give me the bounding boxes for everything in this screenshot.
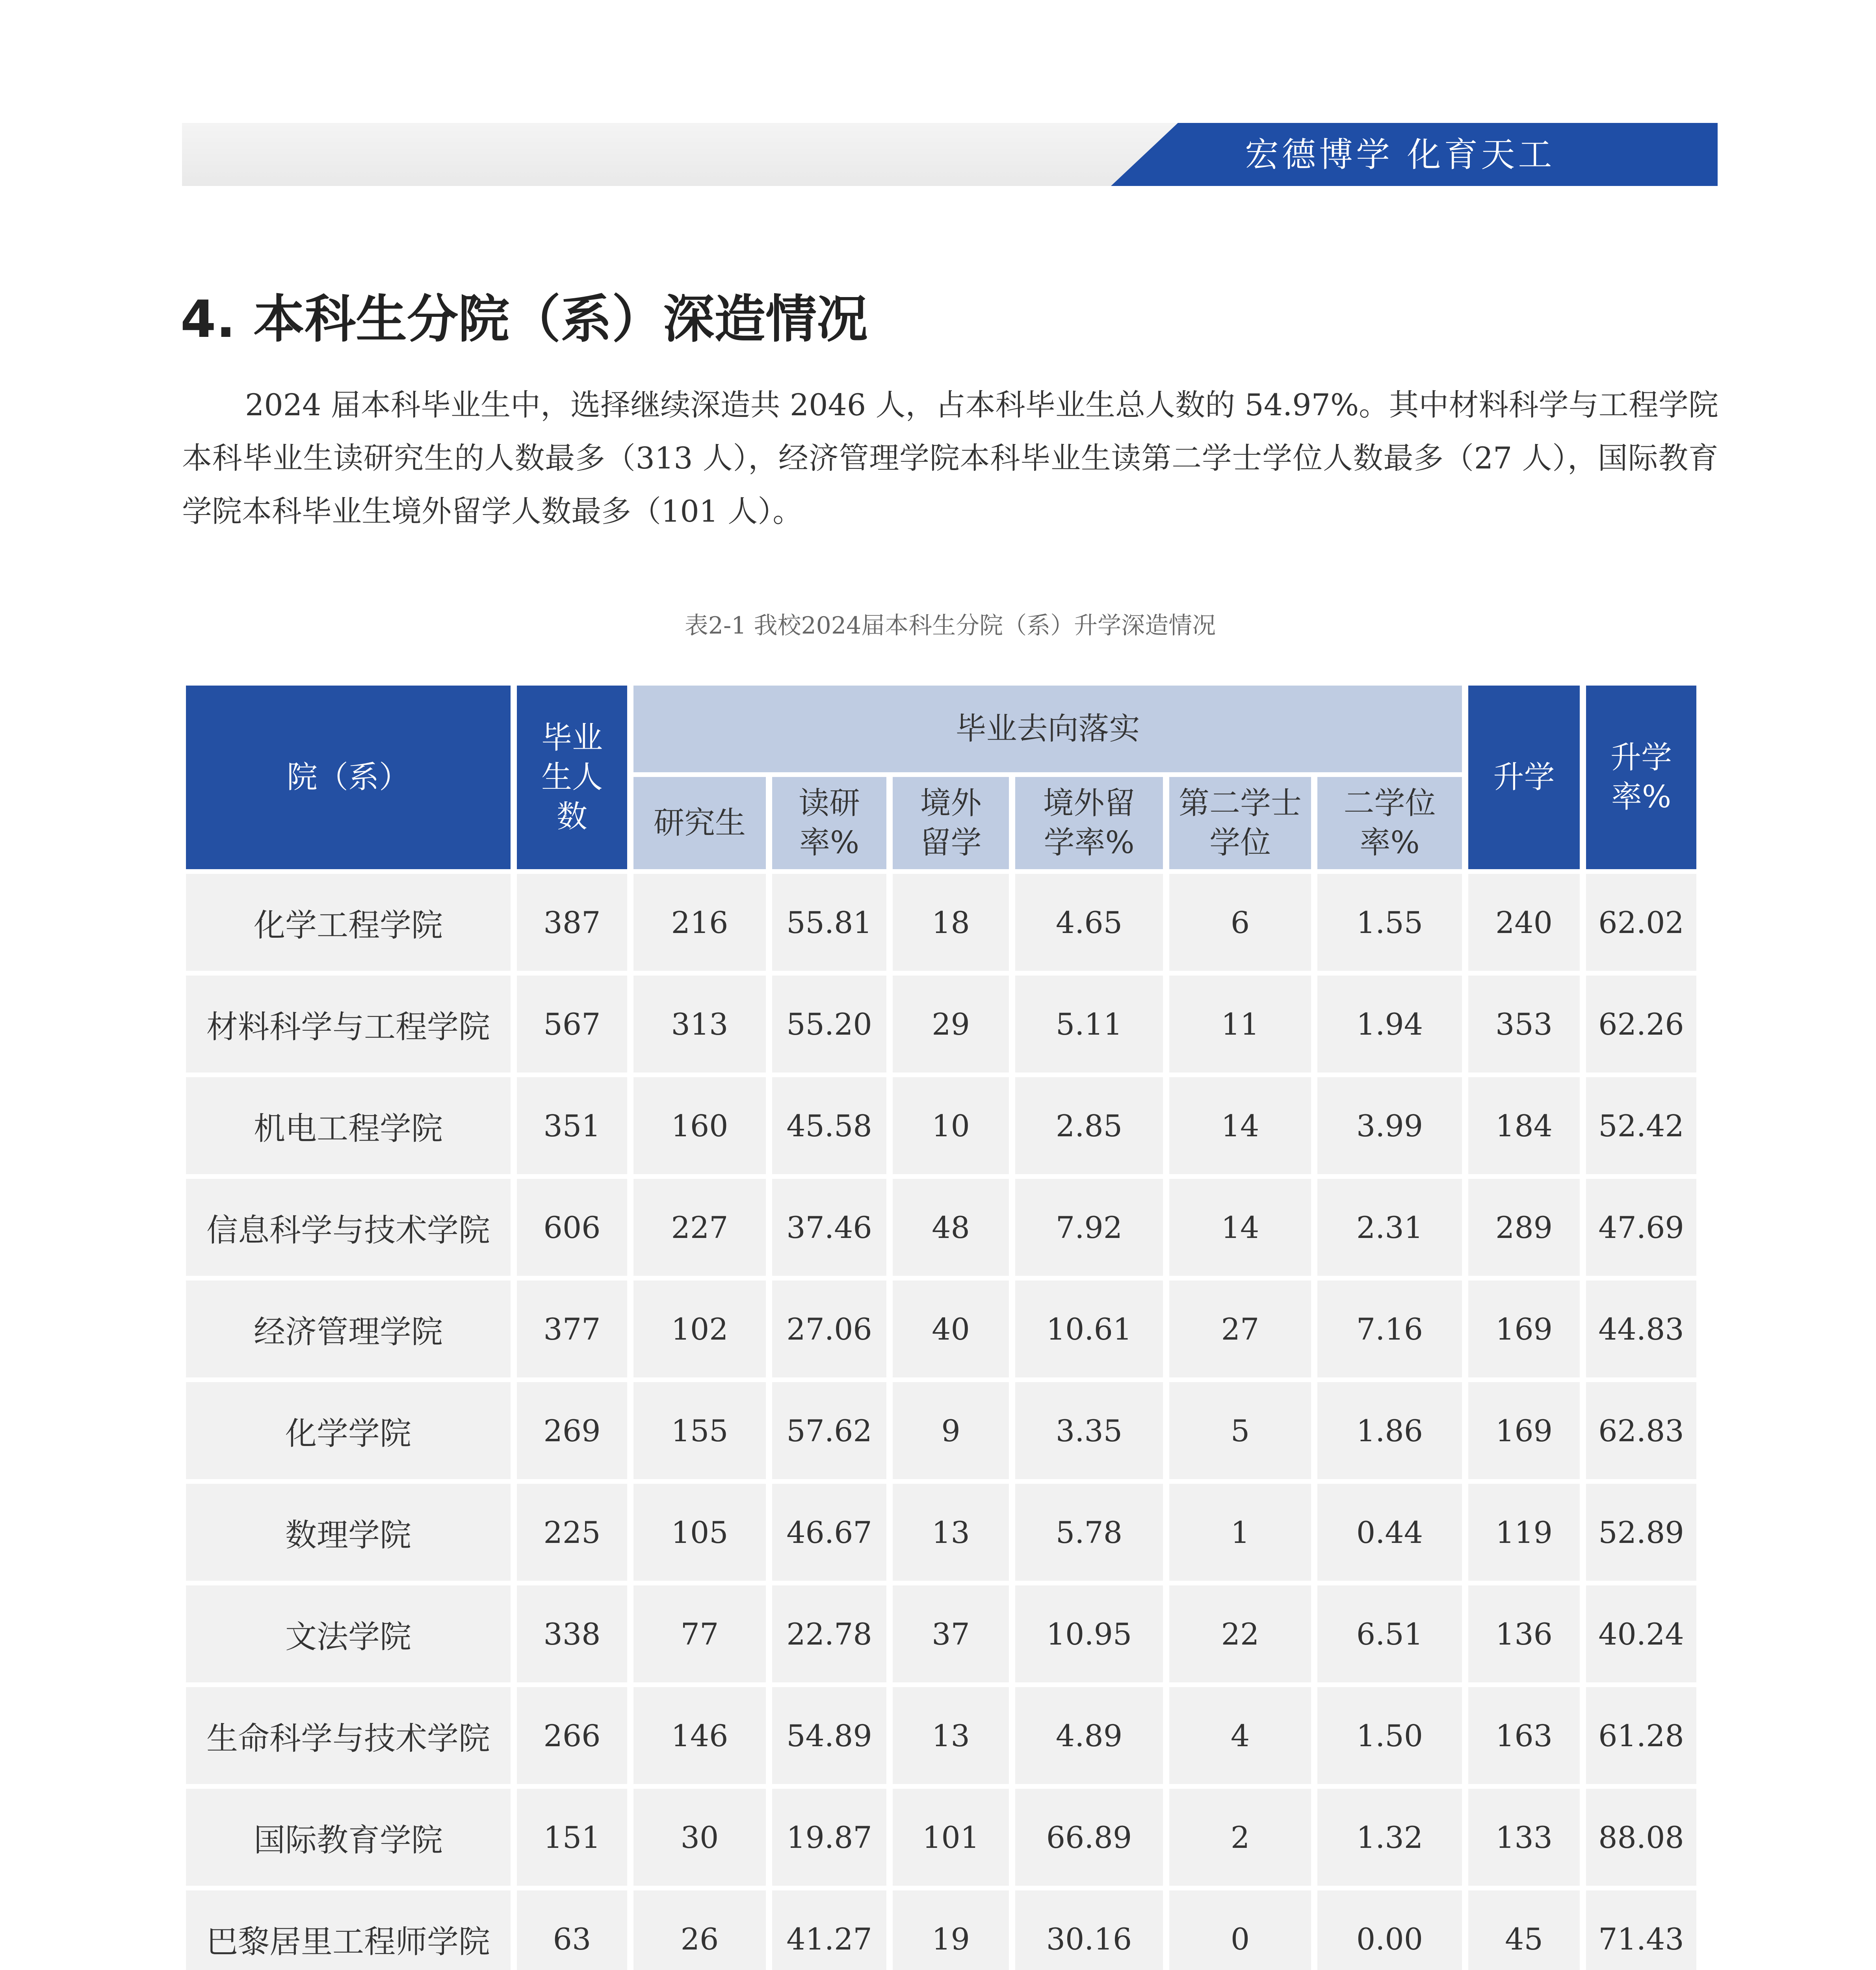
value-cell: 22 <box>1169 1585 1311 1682</box>
table-row <box>186 1890 1696 1970</box>
value-cell: 2.31 <box>1317 1179 1462 1276</box>
table-row <box>186 874 1696 971</box>
value-cell: 7.92 <box>1015 1179 1163 1276</box>
value-cell: 57.62 <box>772 1382 886 1479</box>
value-cell: 26 <box>633 1890 766 1970</box>
table-row <box>186 1585 1696 1682</box>
value-cell: 45.58 <box>772 1077 886 1174</box>
value-cell: 44.83 <box>1586 1280 1696 1377</box>
value-cell: 3.35 <box>1015 1382 1163 1479</box>
value-cell: 77 <box>633 1585 766 1682</box>
value-cell: 1.94 <box>1317 976 1462 1072</box>
value-cell: 19 <box>893 1890 1009 1970</box>
further-study-table <box>180 681 1703 1970</box>
value-cell: 55.20 <box>772 976 886 1072</box>
value-cell: 1 <box>1169 1484 1311 1581</box>
value-cell: 27.06 <box>772 1280 886 1377</box>
value-cell: 7.16 <box>1317 1280 1462 1377</box>
value-cell: 146 <box>633 1687 766 1784</box>
value-cell: 6.51 <box>1317 1585 1462 1682</box>
value-cell: 11 <box>1169 976 1311 1072</box>
value-cell: 13 <box>893 1687 1009 1784</box>
value-cell: 37 <box>893 1585 1009 1682</box>
header-second-degree-rate <box>1317 777 1462 869</box>
value-cell: 88.08 <box>1586 1789 1696 1886</box>
value-cell: 55.81 <box>772 874 886 971</box>
table-row <box>186 1484 1696 1581</box>
value-cell: 351 <box>517 1077 627 1174</box>
table-body <box>186 874 1696 1970</box>
value-cell: 54.89 <box>772 1687 886 1784</box>
value-cell: 387 <box>517 874 627 971</box>
value-cell: 29 <box>893 976 1009 1072</box>
value-cell: 27 <box>1169 1280 1311 1377</box>
table-row <box>186 1077 1696 1174</box>
value-cell: 62.26 <box>1586 976 1696 1072</box>
value-cell: 606 <box>517 1179 627 1276</box>
value-cell: 61.28 <box>1586 1687 1696 1784</box>
header-further-study: 升学 <box>1468 686 1580 869</box>
college-name-cell: 巴黎居里工程师学院 <box>186 1890 511 1970</box>
table-caption: 表2-1 我校2024届本科生分院（系）升学深造情况 <box>684 612 1216 639</box>
value-cell: 46.67 <box>772 1484 886 1581</box>
college-name-cell: 机电工程学院 <box>186 1077 511 1174</box>
college-name-cell: 化学工程学院 <box>186 874 511 971</box>
value-cell: 2 <box>1169 1789 1311 1886</box>
table-row <box>186 1789 1696 1886</box>
value-cell: 338 <box>517 1585 627 1682</box>
value-cell: 377 <box>517 1280 627 1377</box>
value-cell: 289 <box>1468 1179 1580 1276</box>
value-cell: 160 <box>633 1077 766 1174</box>
header-second-degree-text: 第二学士学位 <box>1178 786 1302 860</box>
value-cell: 18 <box>893 874 1009 971</box>
table-row <box>186 976 1696 1072</box>
college-name-cell: 文法学院 <box>186 1585 511 1682</box>
value-cell: 5.11 <box>1015 976 1163 1072</box>
value-cell: 240 <box>1468 874 1580 971</box>
value-cell: 184 <box>1468 1077 1580 1174</box>
value-cell: 10.95 <box>1015 1585 1163 1682</box>
header-abroad-rate <box>1015 777 1163 869</box>
value-cell: 52.89 <box>1586 1484 1696 1581</box>
value-cell: 227 <box>633 1179 766 1276</box>
value-cell: 0 <box>1169 1890 1311 1970</box>
value-cell: 9 <box>893 1382 1009 1479</box>
value-cell: 4.65 <box>1015 874 1163 971</box>
header-further-study-rate <box>1586 686 1696 869</box>
intro-paragraph: 2024 届本科毕业生中，选择继续深造共 2046 人，占本科毕业生总人数的 54.97%。其中材料科学与工程学院本科毕业生读研究生的人数最多（313 人），经济管理学院本科毕业生读第二学士学位人数最多（27 人），国际教育学院本科毕业生境外留学人数最多（101 人）。 <box>182 387 1718 529</box>
value-cell: 5 <box>1169 1382 1311 1479</box>
header-abroad-text: 境外留学 <box>920 786 982 860</box>
value-cell: 40.24 <box>1586 1585 1696 1682</box>
value-cell: 313 <box>633 976 766 1072</box>
value-cell: 22.78 <box>772 1585 886 1682</box>
value-cell: 62.02 <box>1586 874 1696 971</box>
table-row <box>186 1179 1696 1276</box>
college-name-cell: 经济管理学院 <box>186 1280 511 1377</box>
value-cell: 155 <box>633 1382 766 1479</box>
college-name-cell: 材料科学与工程学院 <box>186 976 511 1072</box>
value-cell: 567 <box>517 976 627 1072</box>
value-cell: 1.50 <box>1317 1687 1462 1784</box>
header-graduates <box>517 686 627 869</box>
college-name-cell: 国际教育学院 <box>186 1789 511 1886</box>
table-row <box>186 1382 1696 1479</box>
value-cell: 30 <box>633 1789 766 1886</box>
header-slogan: 宏德博学 化育天工 <box>1245 135 1555 175</box>
header-further-study-rate-text: 升学率% <box>1610 740 1672 815</box>
header-college: 院（系） <box>186 686 511 869</box>
value-cell: 14 <box>1169 1179 1311 1276</box>
value-cell: 269 <box>517 1382 627 1479</box>
header-abroad-rate-text: 境外留学率% <box>1043 786 1135 860</box>
college-name-cell: 数理学院 <box>186 1484 511 1581</box>
value-cell: 353 <box>1468 976 1580 1072</box>
value-cell: 37.46 <box>772 1179 886 1276</box>
value-cell: 14 <box>1169 1077 1311 1174</box>
value-cell: 47.69 <box>1586 1179 1696 1276</box>
header-postgrad-rate <box>772 777 886 869</box>
value-cell: 6 <box>1169 874 1311 971</box>
value-cell: 102 <box>633 1280 766 1377</box>
value-cell: 169 <box>1468 1382 1580 1479</box>
value-cell: 0.00 <box>1317 1890 1462 1970</box>
header-destination-group: 毕业去向落实 <box>633 686 1462 772</box>
section-title: 4. 本科生分院（系）深造情况 <box>180 289 868 349</box>
value-cell: 63 <box>517 1890 627 1970</box>
value-cell: 3.99 <box>1317 1077 1462 1174</box>
value-cell: 13 <box>893 1484 1009 1581</box>
header-postgrad: 研究生 <box>633 777 766 869</box>
value-cell: 48 <box>893 1179 1009 1276</box>
value-cell: 119 <box>1468 1484 1580 1581</box>
value-cell: 1.55 <box>1317 874 1462 971</box>
header-postgrad-rate-text: 读研率% <box>798 786 860 860</box>
header-second-degree-rate-text: 二学位率% <box>1343 786 1436 860</box>
value-cell: 66.89 <box>1015 1789 1163 1886</box>
value-cell: 163 <box>1468 1687 1580 1784</box>
value-cell: 4.89 <box>1015 1687 1163 1784</box>
value-cell: 10 <box>893 1077 1009 1174</box>
value-cell: 4 <box>1169 1687 1311 1784</box>
college-name-cell: 信息科学与技术学院 <box>186 1179 511 1276</box>
value-cell: 133 <box>1468 1789 1580 1886</box>
value-cell: 62.83 <box>1586 1382 1696 1479</box>
table-row <box>186 1280 1696 1377</box>
value-cell: 1.86 <box>1317 1382 1462 1479</box>
value-cell: 101 <box>893 1789 1009 1886</box>
value-cell: 0.44 <box>1317 1484 1462 1581</box>
value-cell: 105 <box>633 1484 766 1581</box>
value-cell: 45 <box>1468 1890 1580 1970</box>
value-cell: 71.43 <box>1586 1890 1696 1970</box>
value-cell: 41.27 <box>772 1890 886 1970</box>
value-cell: 2.85 <box>1015 1077 1163 1174</box>
header-graduates-text: 毕业生人数 <box>541 720 603 834</box>
value-cell: 40 <box>893 1280 1009 1377</box>
value-cell: 19.87 <box>772 1789 886 1886</box>
header-abroad <box>893 777 1009 869</box>
value-cell: 266 <box>517 1687 627 1784</box>
value-cell: 10.61 <box>1015 1280 1163 1377</box>
value-cell: 136 <box>1468 1585 1580 1682</box>
value-cell: 151 <box>517 1789 627 1886</box>
college-name-cell: 生命科学与技术学院 <box>186 1687 511 1784</box>
value-cell: 225 <box>517 1484 627 1581</box>
value-cell: 52.42 <box>1586 1077 1696 1174</box>
header-second-degree <box>1169 777 1311 869</box>
college-name-cell: 化学学院 <box>186 1382 511 1479</box>
value-cell: 169 <box>1468 1280 1580 1377</box>
value-cell: 1.32 <box>1317 1789 1462 1886</box>
value-cell: 30.16 <box>1015 1890 1163 1970</box>
value-cell: 216 <box>633 874 766 971</box>
value-cell: 5.78 <box>1015 1484 1163 1581</box>
table-row <box>186 1687 1696 1784</box>
